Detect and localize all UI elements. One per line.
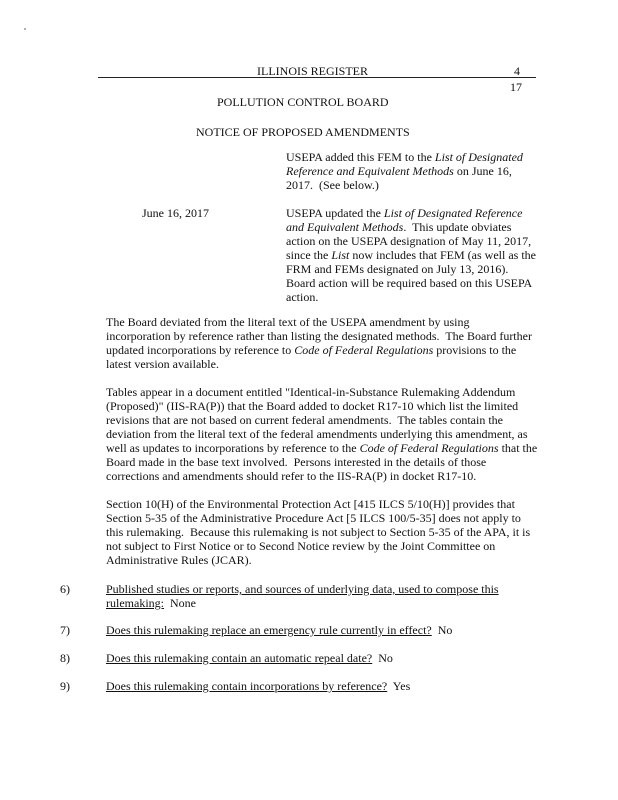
paragraph-tables (106, 385, 586, 483)
text-line (106, 582, 586, 596)
item-7 (106, 623, 586, 637)
notice-title: NOTICE OF PROPOSED AMENDMENTS (196, 125, 410, 139)
text-run: Does this rulemaking contain incorporations by reference? (106, 679, 388, 693)
text-run: Does this rulemaking replace an emergency rule currently in effect? (106, 623, 432, 637)
text-run: that the (498, 441, 538, 455)
text-run: provisions to the (433, 343, 517, 357)
text-run: (Proposed)" (IIS-RA(P)) that the Board added to docket R17-10 which list the limited (106, 399, 519, 413)
text-run: well as updates to incorporations by reference to the (106, 441, 360, 455)
text-run: . This update obviates (403, 220, 512, 234)
register-title: ILLINOIS REGISTER (257, 64, 368, 78)
text-line (106, 679, 586, 693)
entry-1-text (286, 150, 596, 192)
text-line (106, 385, 586, 399)
text-run: and Equivalent Methods (286, 220, 404, 234)
text-line (106, 441, 586, 455)
text-run: No (372, 651, 393, 665)
entry-2 (286, 206, 596, 304)
text-line (286, 206, 596, 220)
text-run: Code of Federal Regulations (294, 343, 434, 357)
item-8-number: 8) (60, 651, 70, 665)
text-run: Board action will be required based on this USEPA (286, 276, 533, 290)
text-run: deviation from the literal text of the federal amendments underlying this amendment, as (106, 427, 528, 441)
text-line (286, 164, 596, 178)
text-line (286, 178, 596, 192)
item-8 (106, 651, 586, 665)
text-line (106, 413, 586, 427)
text-run: action on the USEPA designation of May 11, 2017, (286, 234, 532, 248)
text-run: Code of Federal Regulations (359, 441, 499, 455)
text-line (286, 290, 596, 304)
text-line (106, 399, 586, 413)
item-6-number: 6) (60, 582, 70, 596)
text-run: Administrative Rules (JCAR). (106, 553, 252, 567)
item-7-number: 7) (60, 623, 70, 637)
text-line (286, 248, 596, 262)
text-line (286, 234, 596, 248)
text-line (286, 150, 596, 164)
text-run: corrections and amendments should refer to the IIS-RA(P) in docket R17-10. (106, 469, 477, 483)
text-run: incorporation by reference rather than listing the designated methods. The Board further (106, 329, 532, 343)
text-run: action. (286, 290, 319, 304)
item-6-text (106, 582, 586, 610)
text-line (106, 539, 586, 553)
text-line (106, 553, 586, 567)
issue-number: 17 (510, 80, 522, 94)
entry-2-date: June 16, 2017 (142, 206, 209, 220)
text-run: None (163, 596, 196, 610)
text-line (106, 651, 586, 665)
text-run: this rulemaking. Because this rulemaking is not subject to Section 5-35 of the APA, it is (106, 525, 531, 539)
text-run: Published studies or reports, and sources of underlying data, used to compose this (106, 582, 499, 596)
text-run: revisions that are not based on current federal amendments. The tables contain the (106, 413, 503, 427)
text-run: now includes that FEM (as well as the (349, 248, 536, 262)
text-line (106, 497, 586, 511)
text-line (286, 220, 596, 234)
text-line (106, 427, 586, 441)
text-run: USEPA added this FEM to the (286, 150, 435, 164)
text-run: Board made in the base text involved. Persons interested in the details of those (106, 455, 487, 469)
item-9-number: 9) (60, 679, 70, 693)
text-run: not subject to First Notice or to Second Notice review by the Joint Committee on (106, 539, 496, 553)
text-run: latest version available. (106, 357, 219, 371)
page-number: 4 (514, 64, 520, 78)
text-run: Does this rulemaking contain an automatic repeal date? (106, 651, 373, 665)
entry-2-text (286, 206, 596, 304)
text-run: Yes (387, 679, 411, 693)
text-line (106, 525, 586, 539)
item-8-text (106, 651, 586, 665)
text-run: updated incorporations by reference to (106, 343, 295, 357)
text-line (286, 262, 596, 276)
text-run: USEPA updated the (286, 206, 384, 220)
entry-1 (286, 150, 596, 192)
text-run: 2017. (See below.) (286, 178, 379, 192)
board-name: POLLUTION CONTROL BOARD (217, 95, 389, 109)
text-run: List of Designated (434, 150, 523, 164)
text-run: FRM and FEMs designated on July 13, 2016). (286, 262, 509, 276)
header-rule (98, 77, 536, 78)
text-run: since the (286, 248, 332, 262)
text-run: List (331, 248, 350, 262)
paragraph-section-10h (106, 497, 586, 567)
paragraph-deviation-text (106, 315, 586, 371)
text-line (286, 276, 596, 290)
text-run: rulemaking: (106, 596, 164, 610)
text-run: No (431, 623, 453, 637)
text-line (106, 343, 586, 357)
text-line (106, 596, 586, 610)
text-run: Tables appear in a document entitled "Identical-in-Substance Rulemaking Addendum (106, 385, 516, 399)
text-run: on June 16, (453, 164, 512, 178)
text-run: List of Designated Reference (383, 206, 523, 220)
scan-speck (24, 28, 26, 30)
text-run: The Board deviated from the literal text of the USEPA amendment by using (106, 315, 470, 329)
text-run: Section 10(H) of the Environmental Protection Act [415 ILCS 5/10(H)] provides that (106, 497, 515, 511)
text-line (106, 315, 586, 329)
text-line (106, 511, 586, 525)
text-run: Reference and Equivalent Methods (286, 164, 454, 178)
paragraph-tables-text (106, 385, 586, 483)
text-line (106, 455, 586, 469)
item-7-text (106, 623, 586, 637)
text-line (106, 469, 586, 483)
paragraph-deviation (106, 315, 586, 371)
paragraph-section-10h-text (106, 497, 586, 567)
text-line (106, 623, 586, 637)
item-6 (106, 582, 586, 610)
text-line (106, 329, 586, 343)
item-9 (106, 679, 586, 693)
item-9-text (106, 679, 586, 693)
text-run: Section 5-35 of the Administrative Procedure Act [5 ILCS 100/5-35] does not apply to (106, 511, 521, 525)
text-line (106, 357, 586, 371)
